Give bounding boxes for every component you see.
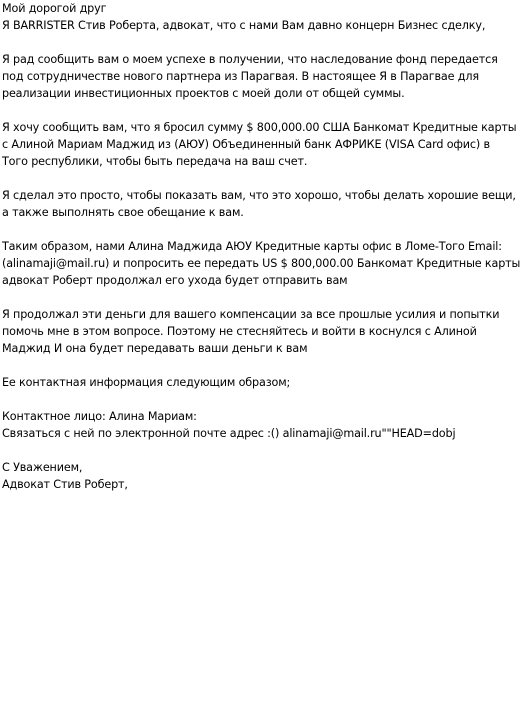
paragraph-inheritance [2, 51, 524, 102]
blank-line [2, 391, 524, 408]
blank-line [2, 170, 524, 187]
paragraph-line: с Алиной Мариам Маджид из (АЮУ) Объединенный банк АФРИКЕ (VISA Card офис) в [2, 138, 490, 151]
blank-line [2, 102, 524, 119]
blank-line [2, 289, 524, 306]
signature: Адвокат Стив Роберт, [2, 478, 128, 491]
contact-intro: Ее контактная информация следующим образом; [2, 376, 291, 389]
paragraph-sum [2, 119, 524, 170]
contact-person: Контактное лицо: Алина Мариам: [2, 410, 197, 423]
paragraph-line: Я продолжал эти деньги для вашего компенсации за все прошлые усилия и попытки [2, 308, 500, 321]
signature-block [2, 459, 524, 493]
paragraph-line: Я сделал это просто, чтобы показать вам, что это хорошо, чтобы делать хорошие вещи, [2, 189, 516, 202]
paragraph-line: Того республики, чтобы быть передача на ваш счет. [2, 155, 308, 168]
paragraph-line: Маджид И она будет передавать ваши деньги к вам [2, 342, 308, 355]
closing: С Уважением, [2, 461, 83, 474]
paragraph-line: адвокат Роберт продолжал его ухода будет отправить вам [2, 274, 348, 287]
contact-email: Связаться с ней по электронной почте адрес :() alinamaji@mail.ru""HEAD=dobj [2, 427, 456, 440]
paragraph-line: (alinamaji@mail.ru) и попросить ее передать US $ 800,000.00 Банкомат Кредитные карты [2, 257, 521, 270]
contact-block [2, 408, 524, 442]
paragraph-line: Я хочу сообщить вам, что я бросил сумму $ 800,000.00 США Банкомат Кредитные карты [2, 121, 517, 134]
paragraph-compensation [2, 306, 524, 357]
paragraph-promise [2, 187, 524, 221]
paragraph-line: Я рад сообщить вам о моем успехе в получении, что наследование фонд передается [2, 53, 498, 66]
blank-line [2, 442, 524, 459]
paragraph-transfer [2, 238, 524, 289]
paragraph-line: реализации инвестиционных проектов с моей доли от общей суммы. [2, 87, 405, 100]
blank-line [2, 357, 524, 374]
email-body [2, 0, 524, 493]
blank-line [2, 221, 524, 238]
blank-line [2, 34, 524, 51]
paragraph-line: а также выполнять свое обещание к вам. [2, 206, 244, 219]
intro-line: Я BARRISTER Стив Роберта, адвокат, что с нами Вам давно концерн Бизнес сделку, [2, 19, 486, 32]
paragraph-line: под сотрудничестве нового партнера из Парагвая. В настоящее Я в Парагвае для [2, 70, 479, 83]
greeting: Мой дорогой друг [2, 2, 107, 15]
paragraph-line: Таким образом, нами Алина Маджида АЮУ Кредитные карты офис в Ломе-Того Email: [2, 240, 502, 253]
paragraph-line: помочь мне в этом вопросе. Поэтому не стесняйтесь и войти в коснулся с Алиной [2, 325, 477, 338]
